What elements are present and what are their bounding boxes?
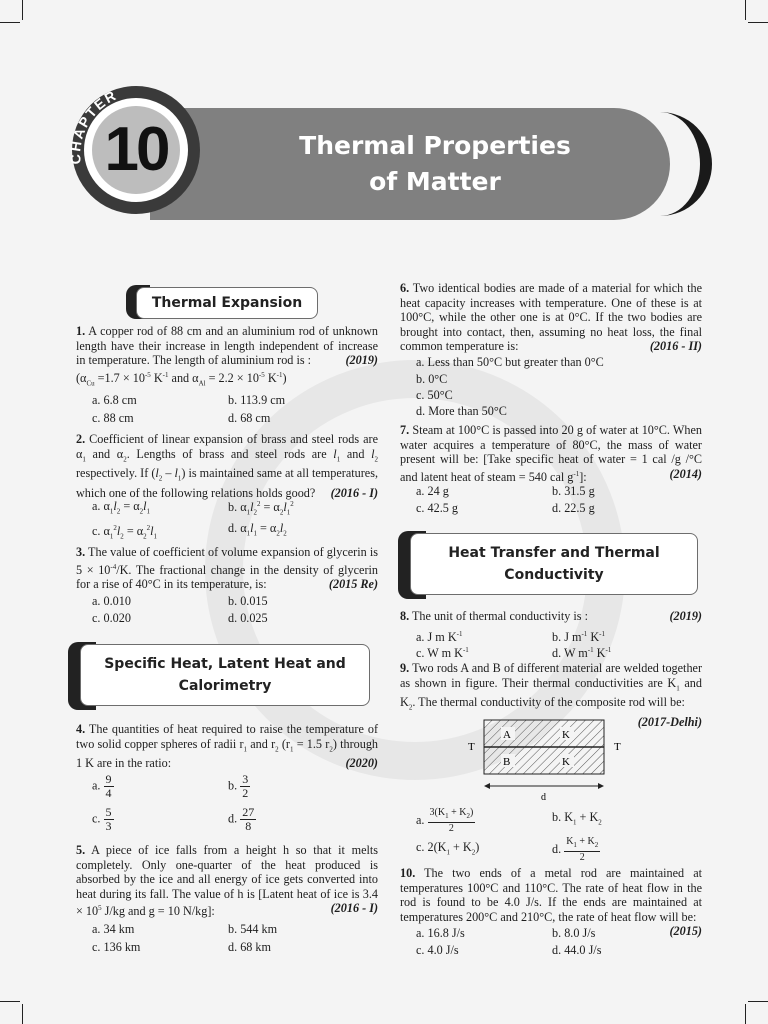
section-heading-line: Calorimetry (178, 678, 272, 694)
question-1: 1. A copper rod of 88 cm and an aluminium rod of unknown length have their increase in length independent of increase in temperature. The length of aluminium rod is : (2019) ($\alpha_{Cu} =1.7 \times 10^{-5}$ $K^{-1}$ and $\alpha_{Al} = 2.2 \times 10^{-5}$ $K^{-1}$) (76, 324, 378, 387)
option: d. 68 cm (228, 411, 271, 425)
k1-label: K (562, 729, 570, 741)
option: b. $\alpha_1l_2^2 = \alpha_2l_1^2$ (228, 500, 294, 517)
option: d. $\frac{27}{8}$ (228, 805, 255, 833)
option: b. J $m^{-1}$ $K^{-1}$ (552, 630, 606, 645)
option: d. 44.0 J/s (552, 943, 602, 957)
section-heading-line: Specific Heat, Latent Heat and (104, 656, 346, 672)
question-9: 9. Two rods A and B of different material are welded together as shown in figure. Their thermal conductivities are $K_1$ and $K_2$. The thermal conductivity of the composite rod will be: (2017-Delhi) (400, 661, 702, 730)
question-10: 10. The two ends of a metal rod are maintained at temperatures 100°C and 110°C. The rate of heat flow in the rod is found to be 4.0 J/s. If the ends are maintained at temperatures 200°C and 210°C, the rate of heat flow will be: (2015) (400, 866, 702, 938)
option: a. 24 g (416, 484, 449, 498)
option: b. 8.0 J/s (552, 926, 596, 940)
option: b. $\frac{3}{2}$ (228, 772, 249, 800)
option: a. 0.010 (92, 594, 131, 608)
t2-label: T (614, 741, 621, 753)
option: d. $\alpha_1l_1 = \alpha_2l_2$ (228, 521, 287, 538)
section-heading (410, 533, 698, 595)
question-4: 4. The quantities of heat required to raise the temperature of two solid copper spheres of radii $r_1$ and $r_2$ ($r_1 = 1.5$ $r_2$) through 1 K are in the ratio: (2020) (76, 722, 379, 771)
option: a. 16.8 J/s (416, 926, 465, 940)
option: c. 4.0 J/s (416, 943, 459, 957)
option: c. W m $K^{-1}$ (416, 646, 469, 661)
option: c. 50°C (416, 388, 453, 402)
question-2: 2. Coefficient of linear expansion of brass and steel rods are $\alpha_1$ and $\alpha_2$. Lengths of brass and steel rods are $l_1$ and $l_2$ respectively. If $(l_2 - l_1)$ is maintained same at all temperatures, which one of the following relations holds good? (2016 - I) (76, 432, 378, 501)
composite-rod-diagram (460, 718, 640, 804)
chapter-word (60, 72, 220, 232)
crop-mark (748, 1001, 768, 1002)
option: b. 544 km (228, 922, 278, 936)
question-6: 6. Two identical bodies are made of a material for which the heat capacity increases with temperature. One of these is at 100°C, while the other one is at 0°C. If the two bodies are brought into contact, then, assuming no heat loss, the final common temperature is: (2016 - II) (400, 281, 702, 353)
option: b. 31.5 g (552, 484, 595, 498)
option: c. $\frac{5}{3}$ (92, 805, 112, 833)
option: a. Less than 50°C but greater than 0°C (416, 355, 604, 369)
option: c. $2(K_1 + K_2)$ (416, 840, 480, 857)
question-5: 5. A piece of ice falls from a height h so that it melts completely. Only one-quarter of the heat produced is absorbed by the ice and all energy of ice gets converted into heat during its fall. The value of h is [Latent heat of ice is $3.4 \times 10^5$ J/kg and g = 10 N/kg]: (2016 - I) (76, 843, 378, 919)
option: c. 0.020 (92, 611, 131, 625)
option: b. 0.015 (228, 594, 268, 608)
question-3: 3. The value of coefficient of volume expansion of glycerin is $5 \times 10^{-4}/K$. The fractional change in the density of glycerin for a rise of 40°C in its temperature, is: (2015 Re) (76, 545, 378, 592)
crop-mark (0, 22, 20, 23)
crop-mark (22, 1004, 23, 1024)
option: a. J m $K^{-1}$ (416, 630, 463, 645)
section-heading-line: Conductivity (504, 567, 604, 583)
title-line-2: of Matter (369, 167, 501, 196)
crop-mark (22, 0, 23, 20)
option: a. 6.8 cm (92, 393, 137, 407)
question-text: The unit of thermal conductivity is : (411, 609, 588, 623)
title-line-1: Thermal Properties (299, 131, 571, 160)
option: a. $\frac{9}{4}$ (92, 772, 112, 800)
crop-mark (745, 0, 746, 20)
option: d. 0.025 (228, 611, 268, 625)
section-heading (80, 644, 370, 706)
option: c. 42.5 g (416, 501, 458, 515)
rod-b-label: B (503, 756, 511, 768)
rod-a-label: A (503, 729, 511, 741)
option: b. 0°C (416, 372, 448, 386)
option: a. 34 km (92, 922, 135, 936)
svg-text:CHAPTER: CHAPTER (67, 86, 120, 165)
option: a. $\alpha_1l_2 = \alpha_2l_1$ (92, 499, 151, 516)
chapter-title (290, 128, 580, 200)
option: d. 68 km (228, 940, 271, 954)
option: d. 22.5 g (552, 501, 595, 515)
option: d. More than 50°C (416, 404, 507, 418)
crop-mark (745, 1004, 746, 1024)
section-heading: Thermal Expansion (136, 287, 318, 319)
crop-mark (748, 22, 768, 23)
question-7: 7. Steam at 100°C is passed into 20 g of water at 10°C. When water acquires a temperature of 80°C, the mass of water present will be: [Take specific heat of water = 1 cal /g /°C and latent heat of steam = 540 cal $g^{-1}$]: (2014) (400, 423, 702, 484)
chapter-number: 10 (104, 115, 168, 184)
option: d. W $m^{-1}$ $K^{-1}$ (552, 646, 612, 661)
option: b. $K_1 + K_2$ (552, 810, 602, 827)
option: a. $\frac{3(K_1 + K_2)}{2}$ (416, 807, 474, 834)
length-label: d (541, 792, 546, 803)
crop-mark (0, 1001, 20, 1002)
section-heading-line: Heat Transfer and Thermal (448, 545, 660, 561)
option: b. 113.9 cm (228, 393, 286, 407)
k2-label: K (562, 756, 570, 768)
option: c. 88 cm (92, 411, 134, 425)
option: c. $\alpha_1^2l_2 = \alpha_2^2l_1$ (92, 524, 158, 541)
option: c. 136 km (92, 940, 141, 954)
option: d. $\frac{K_1 + K_2}{2}$ (552, 836, 599, 863)
question-8: 8. The unit of thermal conductivity is : (2019) (400, 609, 702, 623)
t1-label: T (468, 741, 475, 753)
